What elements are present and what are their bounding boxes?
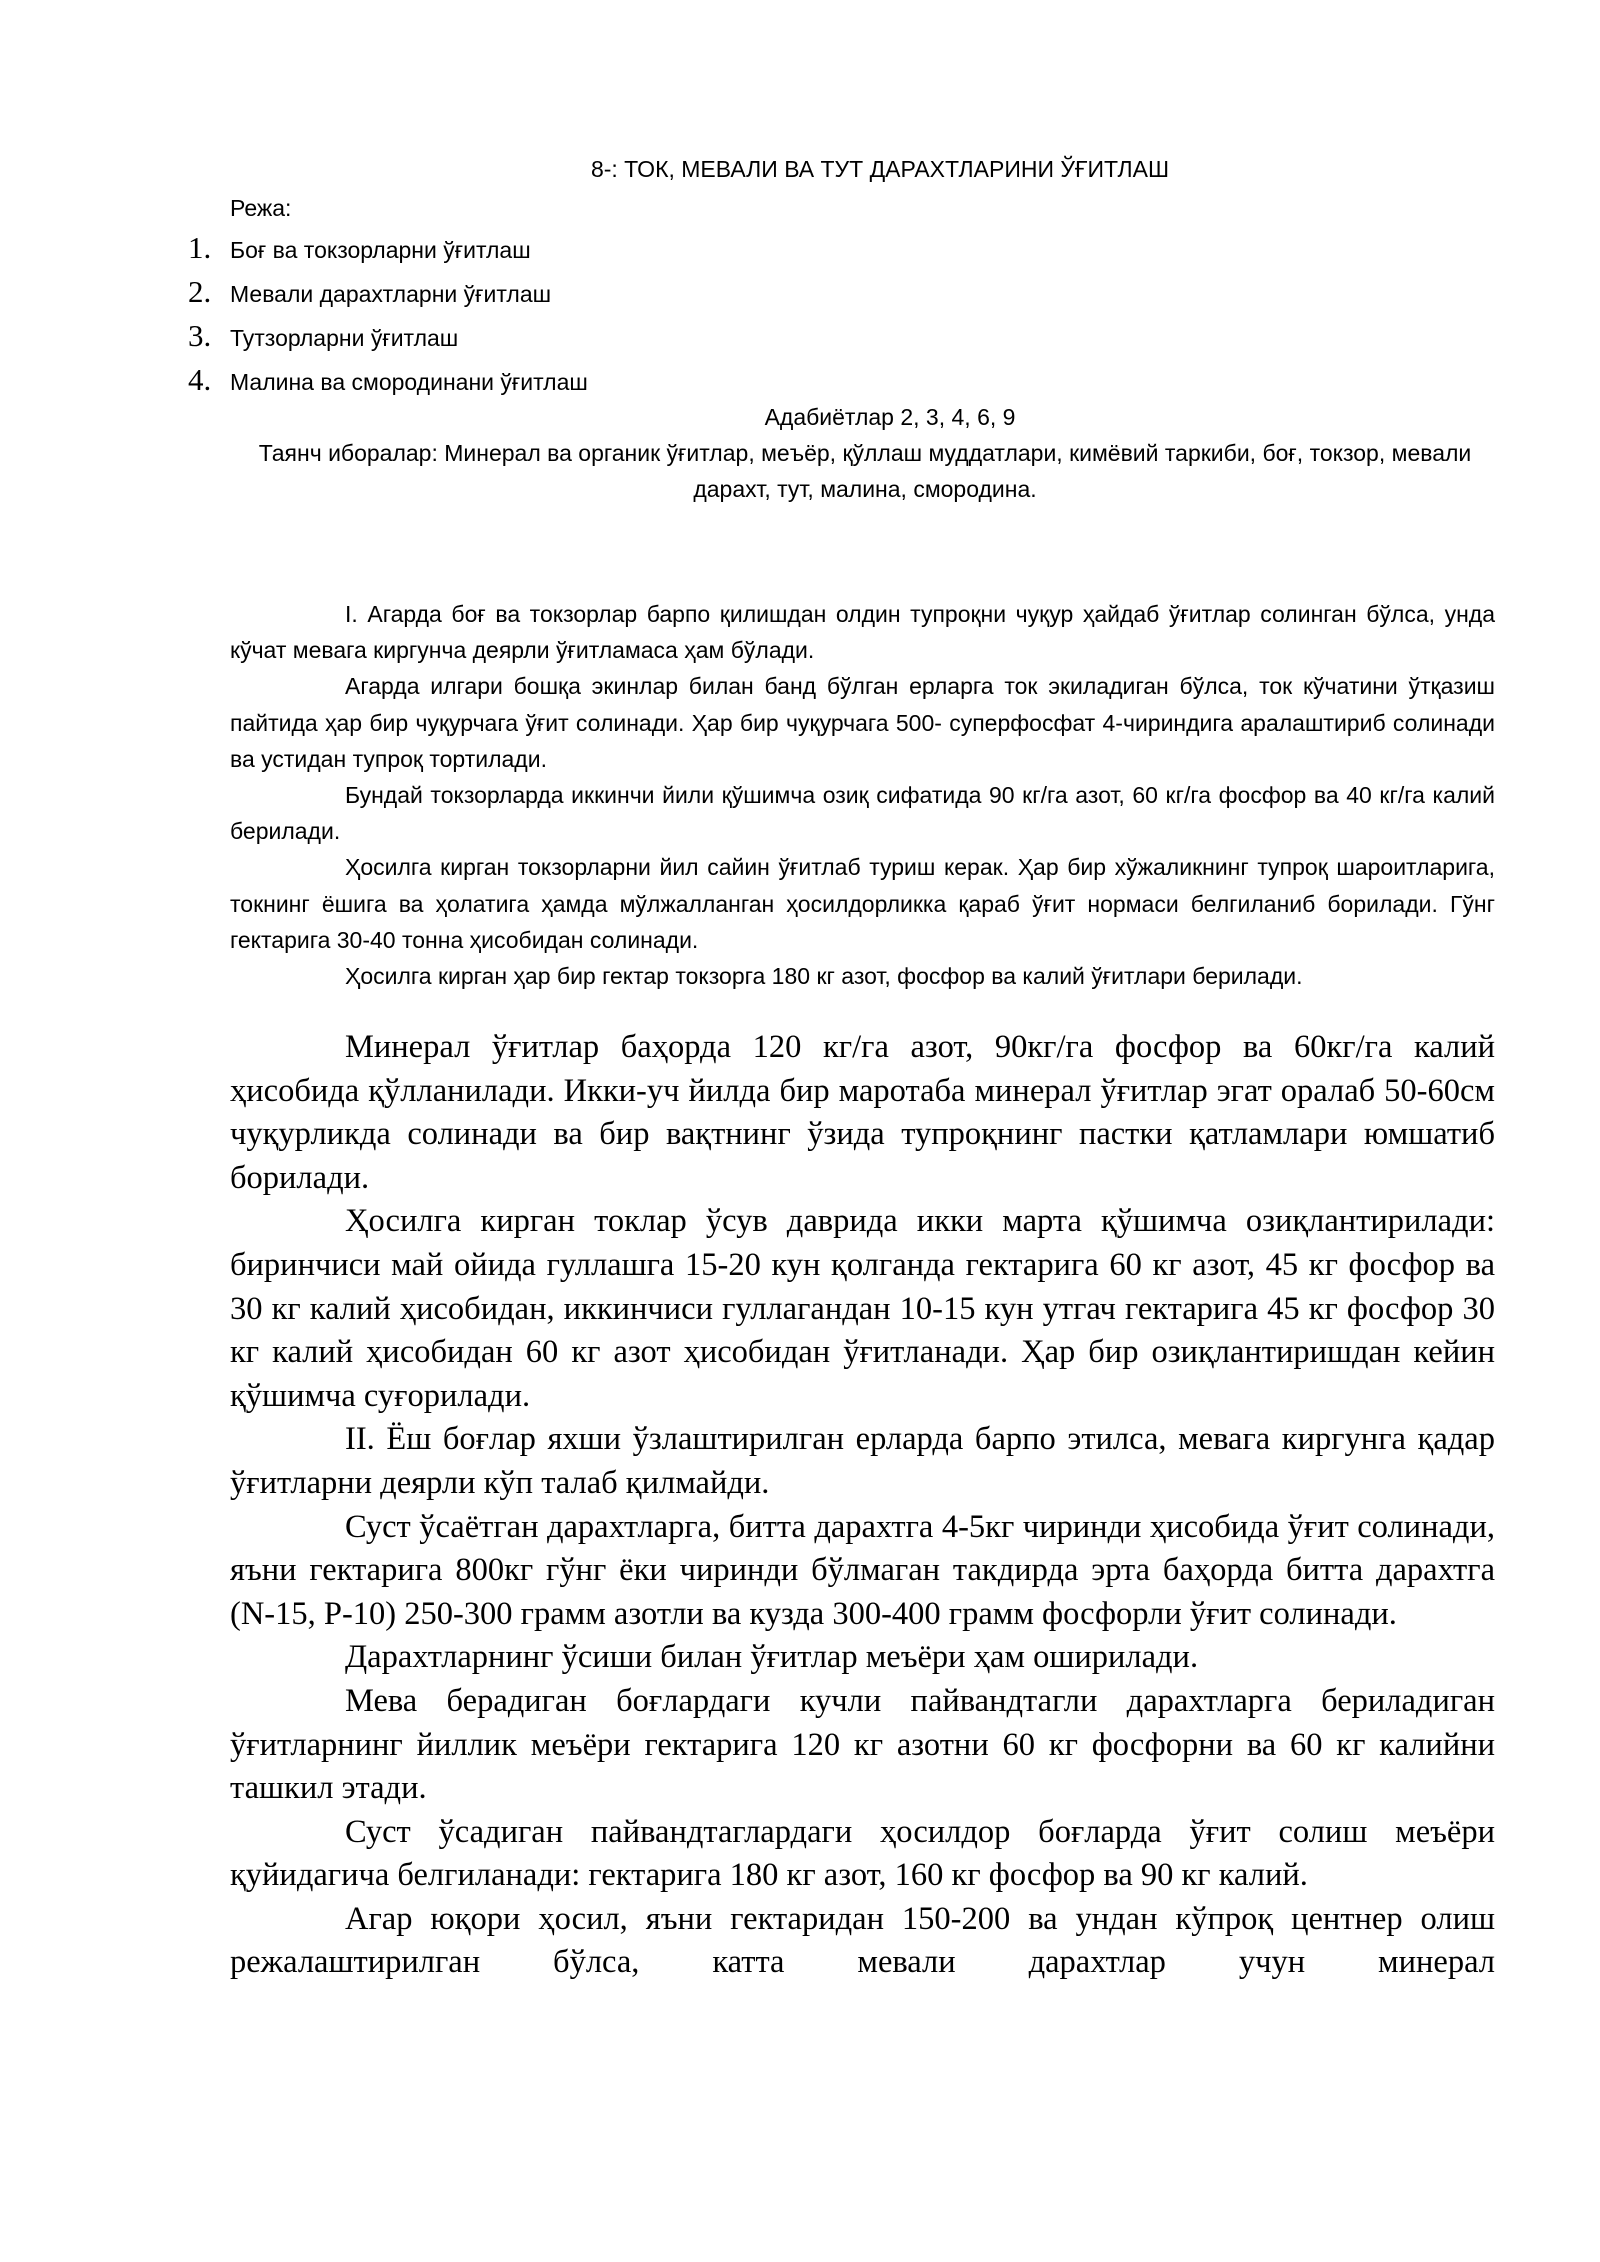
body-paragraph: Бундай токзорларда иккинчи йили қўшимча озиқ сифатида 90 кг/га азот, 60 кг/га фосфор ва 40 кг/га калий берилади. [230,782,1495,845]
body-section-serif [230,1026,1495,1985]
document-title: 8-: ТОК, МЕВАЛИ ВА ТУТ ДАРАХТЛАРИНИ ЎҒИТЛАШ [590,156,1170,182]
plan-item-text: Тутзорларни ўғитлаш [230,325,459,351]
plan-item [188,230,588,274]
body-paragraph: Ҳосилга кирган токлар ўсув даврида икки марта қўшимча озиқлантирилади: биринчиси май ойида гуллашга 15-20 кун қолганда гектарига 60 кг азот, 45 кг фосфор ва 30 кг калий ҳисобидан, иккинчиси гуллагандан 10-15 кун утгач гектарига 45 кг фосфор 30 кг калий ҳисобидан 60 кг азот ҳисобидан ўғитланади. Ҳар бир озиқлантиришдан кейин қўшимча суғорилади. [230,1203,1495,1414]
plan-item-text: Мевали дарахтларни ўғитлаш [230,281,552,307]
body-paragraph: II. Ёш боғлар яхши ўзлаштирилган ерларда барпо этилса, мевага киргунга қадар ўғитларни деярли кўп талаб қилмайди. [230,1421,1495,1501]
plan-item-text: Боғ ва токзорларни ўғитлаш [230,237,531,263]
body-paragraph: Суст ўсаётган дарахтларга, битта дарахтга 4-5кг чиринди ҳисобида ўғит солинади, яъни гектарига 800кг гўнг ёки чиринди бўлмаган такдирда эрта баҳорда битта дарахтга (N-15, P-10) 250-300 грамм азотли ва кузда 300-400 грамм фосфорли ўғит солинади. [230,1508,1495,1632]
plan-item [188,362,588,406]
body-paragraph: Ҳосилга кирган ҳар бир гектар токзорга 180 кг азот, фосфор ва калий ўғитлари берилади. [345,963,1303,990]
body-paragraph: Ҳосилга кирган токзорларни йил сайин ўғитлаб туриш керак. Ҳар бир хўжаликнинг тупроқ шароитларига, токнинг ёшига ва ҳолатига ҳамда мўлжалланган ҳосилдорликка қараб ўғит нормаси белгиланиб борилади. Гўнг гектарига 30-40 тонна ҳисобидан солинади. [230,854,1495,953]
plan-item-number: 3. [188,318,212,353]
plan-label: Режа: [230,195,292,221]
body-section-sans [230,596,1495,994]
plan-item [188,274,588,318]
plan-list [188,230,588,406]
plan-item-number: 4. [188,362,212,397]
keywords-paragraph: Таянч иборалар: Минерал ва органик ўғитлар, меъёр, қўллаш муддатлари, кимёвий таркиби, боғ, токзор, мевали дарахт, тут, малина, смородина. [258,440,1472,502]
body-paragraph: I. Агарда боғ ва токзорлар барпо қилишдан олдин тупроқни чуқур ҳайдаб ўғитлар солинган бўлса, унда кўчат мевага киргунча деярли ўғитламаса ҳам бўлади. [230,601,1495,664]
plan-item [188,318,588,362]
plan-item-number: 2. [188,274,212,309]
plan-item-number: 1. [188,230,212,265]
body-paragraph: Агарда илгари бошқа экинлар билан банд бўлган ерларга ток экиладиган бўлса, ток кўчатини ўтқазиш пайтида ҳар бир чуқурчага ўғит солинади. Ҳар бир чуқурчага 500- суперфосфат 4-чириндига аралаштириб солинади ва устидан тупроқ тортилади. [230,673,1495,772]
body-paragraph: Дарахтларнинг ўсиши билан ўғитлар меъёри ҳам оширилади. [345,1639,1199,1676]
references-line: Адабиётлар 2, 3, 4, 6, 9 [764,404,1016,430]
plan-item-text: Малина ва смородинани ўғитлаш [230,369,588,395]
body-paragraph: Минерал ўғитлар баҳорда 120 кг/га азот, 90кг/га фосфор ва 60кг/га калий ҳисобида қўлланилади. Икки-уч йилда бир маротаба минерал ўғитлар эгат оралаб 50-60см чуқурликда солинади ва бир вақтнинг ўзида тупроқнинг пастки қатламлари юмшатиб борилади. [230,1029,1495,1196]
body-paragraph: Агар юқори ҳосил, яъни гектаридан 150-200 ва ундан кўпроқ центнер олиш режалаштирилган бўлса, катта мевали дарахтлар учун минерал [230,1900,1495,1981]
body-paragraph: Мева берадиган боғлардаги кучли пайвандтагли дарахтларга бериладиган ўғитларнинг йиллик меъёри гектарига 120 кг азотни 60 кг фосфорни ва 60 кг калийни ташкил этади. [230,1682,1495,1807]
body-paragraph: Суст ўсадиган пайвандтаглардаги ҳосилдор боғларда ўғит солиш меъёри қуйидагича белгиланади: гектарига 180 кг азот, 160 кг фосфор ва 90 кг калий. [230,1813,1495,1894]
